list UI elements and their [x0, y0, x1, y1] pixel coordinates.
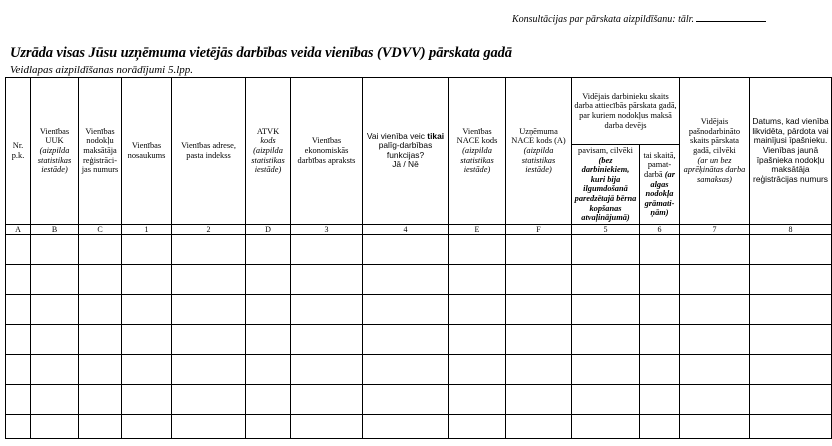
vdvv-table [5, 77, 832, 439]
table-cell[interactable] [291, 294, 363, 324]
header-atvk-main: ATVK [256, 126, 280, 136]
header-employees-main-job-main: tai skaitā, pamat-darbā [643, 150, 676, 179]
table-cell[interactable] [680, 294, 750, 324]
header-unit-nace-note: (aizpilda statistikas iestāde) [460, 146, 494, 175]
table-cell[interactable] [31, 354, 79, 384]
table-cell[interactable] [79, 384, 122, 414]
table-cell[interactable] [6, 414, 31, 438]
table-cell[interactable] [31, 414, 79, 438]
table-cell[interactable] [640, 324, 680, 354]
consultation-label: Konsultācijas par pārskata aizpildīšanu: tālr. [512, 14, 694, 25]
table-cell[interactable] [31, 324, 79, 354]
header-self-employed-main: Vidējais pašnodarbināto skaits pārskata gadā, cilvēki [688, 117, 741, 156]
table-cell[interactable] [363, 324, 449, 354]
header-nr: Nr. p.k. [6, 78, 31, 225]
table-cell[interactable] [122, 414, 172, 438]
header-uuk-main: Vienības UUK [39, 126, 70, 146]
table-cell[interactable] [79, 264, 122, 294]
table-cell[interactable] [750, 324, 832, 354]
table-cell[interactable] [640, 384, 680, 414]
col-letter: F [506, 224, 572, 234]
table-cell[interactable] [246, 414, 291, 438]
header-self-employed [680, 78, 750, 225]
table-cell[interactable] [6, 264, 31, 294]
column-letters-row [6, 224, 832, 234]
table-cell[interactable] [122, 294, 172, 324]
table-cell[interactable] [246, 264, 291, 294]
header-aux-post: palīg-darbības funkcijas? [378, 140, 433, 160]
table-cell[interactable] [572, 294, 640, 324]
table-cell[interactable] [506, 354, 572, 384]
table-cell[interactable] [291, 324, 363, 354]
table-cell[interactable] [506, 324, 572, 354]
header-employees-main-job-note: (ar algas nodokļa grāmati-ņām) [644, 169, 675, 218]
table-cell[interactable] [79, 414, 122, 438]
header-atvk [246, 78, 291, 225]
table-cell[interactable] [572, 414, 640, 438]
table-cell[interactable] [680, 384, 750, 414]
table-cell[interactable] [291, 264, 363, 294]
table-cell[interactable] [363, 234, 449, 264]
table-cell[interactable] [291, 384, 363, 414]
header-uuk-note: (aizpilda statistikas iestāde) [37, 146, 72, 175]
header-company-nace [506, 78, 572, 225]
phone-blank-line[interactable] [696, 12, 766, 22]
table-cell[interactable] [750, 234, 832, 264]
table-cell[interactable] [122, 234, 172, 264]
header-self-employed-note: (ar un bez aprēķinātas darba samaksas) [683, 155, 746, 184]
table-cell[interactable] [246, 234, 291, 264]
table-cell[interactable] [640, 234, 680, 264]
table-cell[interactable] [172, 264, 246, 294]
table-cell[interactable] [640, 414, 680, 438]
table-cell[interactable] [506, 414, 572, 438]
col-letter: 1 [122, 224, 172, 234]
table-cell[interactable] [506, 384, 572, 414]
header-employees-main-job [640, 145, 680, 225]
header-liquidation-date: Datums, kad vienība likvidēta, pārdota vai mainījusi īpašnieku. Vienības jaunā īpašnieka nodokļu maksātāja reģistrācijas numurs [750, 78, 832, 225]
table-row [6, 354, 832, 384]
table-cell[interactable] [750, 354, 832, 384]
table-cell[interactable] [449, 384, 506, 414]
table-row [6, 294, 832, 324]
col-letter: 3 [291, 224, 363, 234]
table-cell[interactable] [363, 354, 449, 384]
header-aux-bold: tikai [427, 130, 445, 141]
table-cell[interactable] [640, 354, 680, 384]
header-activity-description: Vienības ekonomiskās darbības apraksts [291, 78, 363, 225]
table-cell[interactable] [506, 294, 572, 324]
table-row [6, 234, 832, 264]
table-cell[interactable] [750, 384, 832, 414]
form-subtitle: Veidlapas aizpildīšanas norādījumi 5.lpp. [10, 64, 194, 76]
table-cell[interactable] [6, 384, 31, 414]
header-aux-options: Jā / Nē [392, 159, 419, 170]
table-cell[interactable] [79, 324, 122, 354]
table-cell[interactable] [680, 324, 750, 354]
table-row [6, 414, 832, 438]
table-cell[interactable] [680, 264, 750, 294]
table-cell[interactable] [449, 294, 506, 324]
table-cell[interactable] [449, 264, 506, 294]
table-cell[interactable] [172, 324, 246, 354]
table-cell[interactable] [122, 354, 172, 384]
table-cell[interactable] [640, 294, 680, 324]
header-employees-total-note: (bez darbiniekiem, kuri bija ilgumdošanā paredzētajā bērna kopšanas atvaļinājumā) [574, 155, 637, 223]
table-cell[interactable] [6, 324, 31, 354]
col-letter: 4 [363, 224, 449, 234]
table-cell[interactable] [291, 234, 363, 264]
table-cell[interactable] [506, 264, 572, 294]
col-letter: A [6, 224, 31, 234]
table-cell[interactable] [31, 264, 79, 294]
table-cell[interactable] [246, 324, 291, 354]
table-cell[interactable] [172, 234, 246, 264]
header-atvk-kods: kods [260, 136, 276, 146]
col-letter: 5 [572, 224, 640, 234]
table-cell[interactable] [572, 384, 640, 414]
table-cell[interactable] [640, 264, 680, 294]
table-cell[interactable] [750, 414, 832, 438]
table-cell[interactable] [31, 384, 79, 414]
table-cell[interactable] [363, 414, 449, 438]
consultation-phone-line [512, 12, 766, 25]
table-cell[interactable] [449, 234, 506, 264]
header-aux-pre: Vai vienība veic [366, 130, 425, 141]
header-unit-nace-main: Vienības NACE kods [456, 126, 498, 146]
table-cell[interactable] [6, 234, 31, 264]
col-letter: 8 [750, 224, 832, 234]
table-cell[interactable] [122, 324, 172, 354]
header-tax-number: Vienības nodokļu maksātāja reģistrācijas numurs [79, 78, 122, 225]
table-cell[interactable] [572, 234, 640, 264]
col-letter: C [79, 224, 122, 234]
table-cell[interactable] [750, 264, 832, 294]
table-cell[interactable] [363, 294, 449, 324]
table-cell[interactable] [680, 234, 750, 264]
table-cell[interactable] [172, 354, 246, 384]
table-cell[interactable] [122, 264, 172, 294]
table-cell[interactable] [6, 354, 31, 384]
header-employees-total-main: pavisam, cilvēki [578, 146, 633, 155]
header-row-top [6, 78, 832, 145]
header-employees-total [572, 145, 640, 225]
header-atvk-note: (aizpilda statistikas iestāde) [251, 146, 285, 175]
table-cell[interactable] [572, 264, 640, 294]
col-letter: 6 [640, 224, 680, 234]
table-cell[interactable] [246, 354, 291, 384]
table-cell[interactable] [291, 414, 363, 438]
table-cell[interactable] [31, 234, 79, 264]
table-cell[interactable] [246, 384, 291, 414]
table-cell[interactable] [449, 414, 506, 438]
table-cell[interactable] [572, 354, 640, 384]
col-letter: 2 [172, 224, 246, 234]
table-cell[interactable] [6, 294, 31, 324]
col-letter: E [449, 224, 506, 234]
table-cell[interactable] [79, 294, 122, 324]
table-cell[interactable] [291, 354, 363, 384]
table-row [6, 324, 832, 354]
table-cell[interactable] [572, 324, 640, 354]
table-cell[interactable] [750, 294, 832, 324]
header-company-nace-main: Uzņēmuma NACE kods (A) [511, 126, 566, 146]
table-cell[interactable] [449, 354, 506, 384]
blank-rows [6, 234, 832, 438]
header-avg-employees: Vidējais darbinieku skaits darba attiecībās pārskata gadā, par kuriem nodokļus maksā darba devējs [572, 78, 680, 145]
table-cell[interactable] [363, 264, 449, 294]
table-row [6, 384, 832, 414]
table-cell[interactable] [172, 384, 246, 414]
col-letter: D [246, 224, 291, 234]
header-unit-nace [449, 78, 506, 225]
table-cell[interactable] [246, 294, 291, 324]
table-cell[interactable] [122, 384, 172, 414]
table-cell[interactable] [172, 414, 246, 438]
col-letter: B [31, 224, 79, 234]
table-cell[interactable] [79, 234, 122, 264]
header-auxiliary-functions [363, 78, 449, 225]
table-cell[interactable] [79, 354, 122, 384]
table-cell[interactable] [363, 384, 449, 414]
header-unit-name: Vienības nosaukums [122, 78, 172, 225]
header-address: Vienības adrese, pasta indekss [172, 78, 246, 225]
table-row [6, 264, 832, 294]
table-cell[interactable] [680, 354, 750, 384]
table-cell[interactable] [172, 294, 246, 324]
table-cell[interactable] [506, 234, 572, 264]
table-cell[interactable] [680, 414, 750, 438]
col-letter: 7 [680, 224, 750, 234]
table-cell[interactable] [449, 324, 506, 354]
header-uuk [31, 78, 79, 225]
header-company-nace-note: (aizpilda statistikas iestāde) [521, 146, 556, 175]
table-cell[interactable] [31, 294, 79, 324]
form-title: Uzrāda visas Jūsu uzņēmuma vietējās darbības veida vienības (VDVV) pārskata gadā [10, 45, 512, 61]
